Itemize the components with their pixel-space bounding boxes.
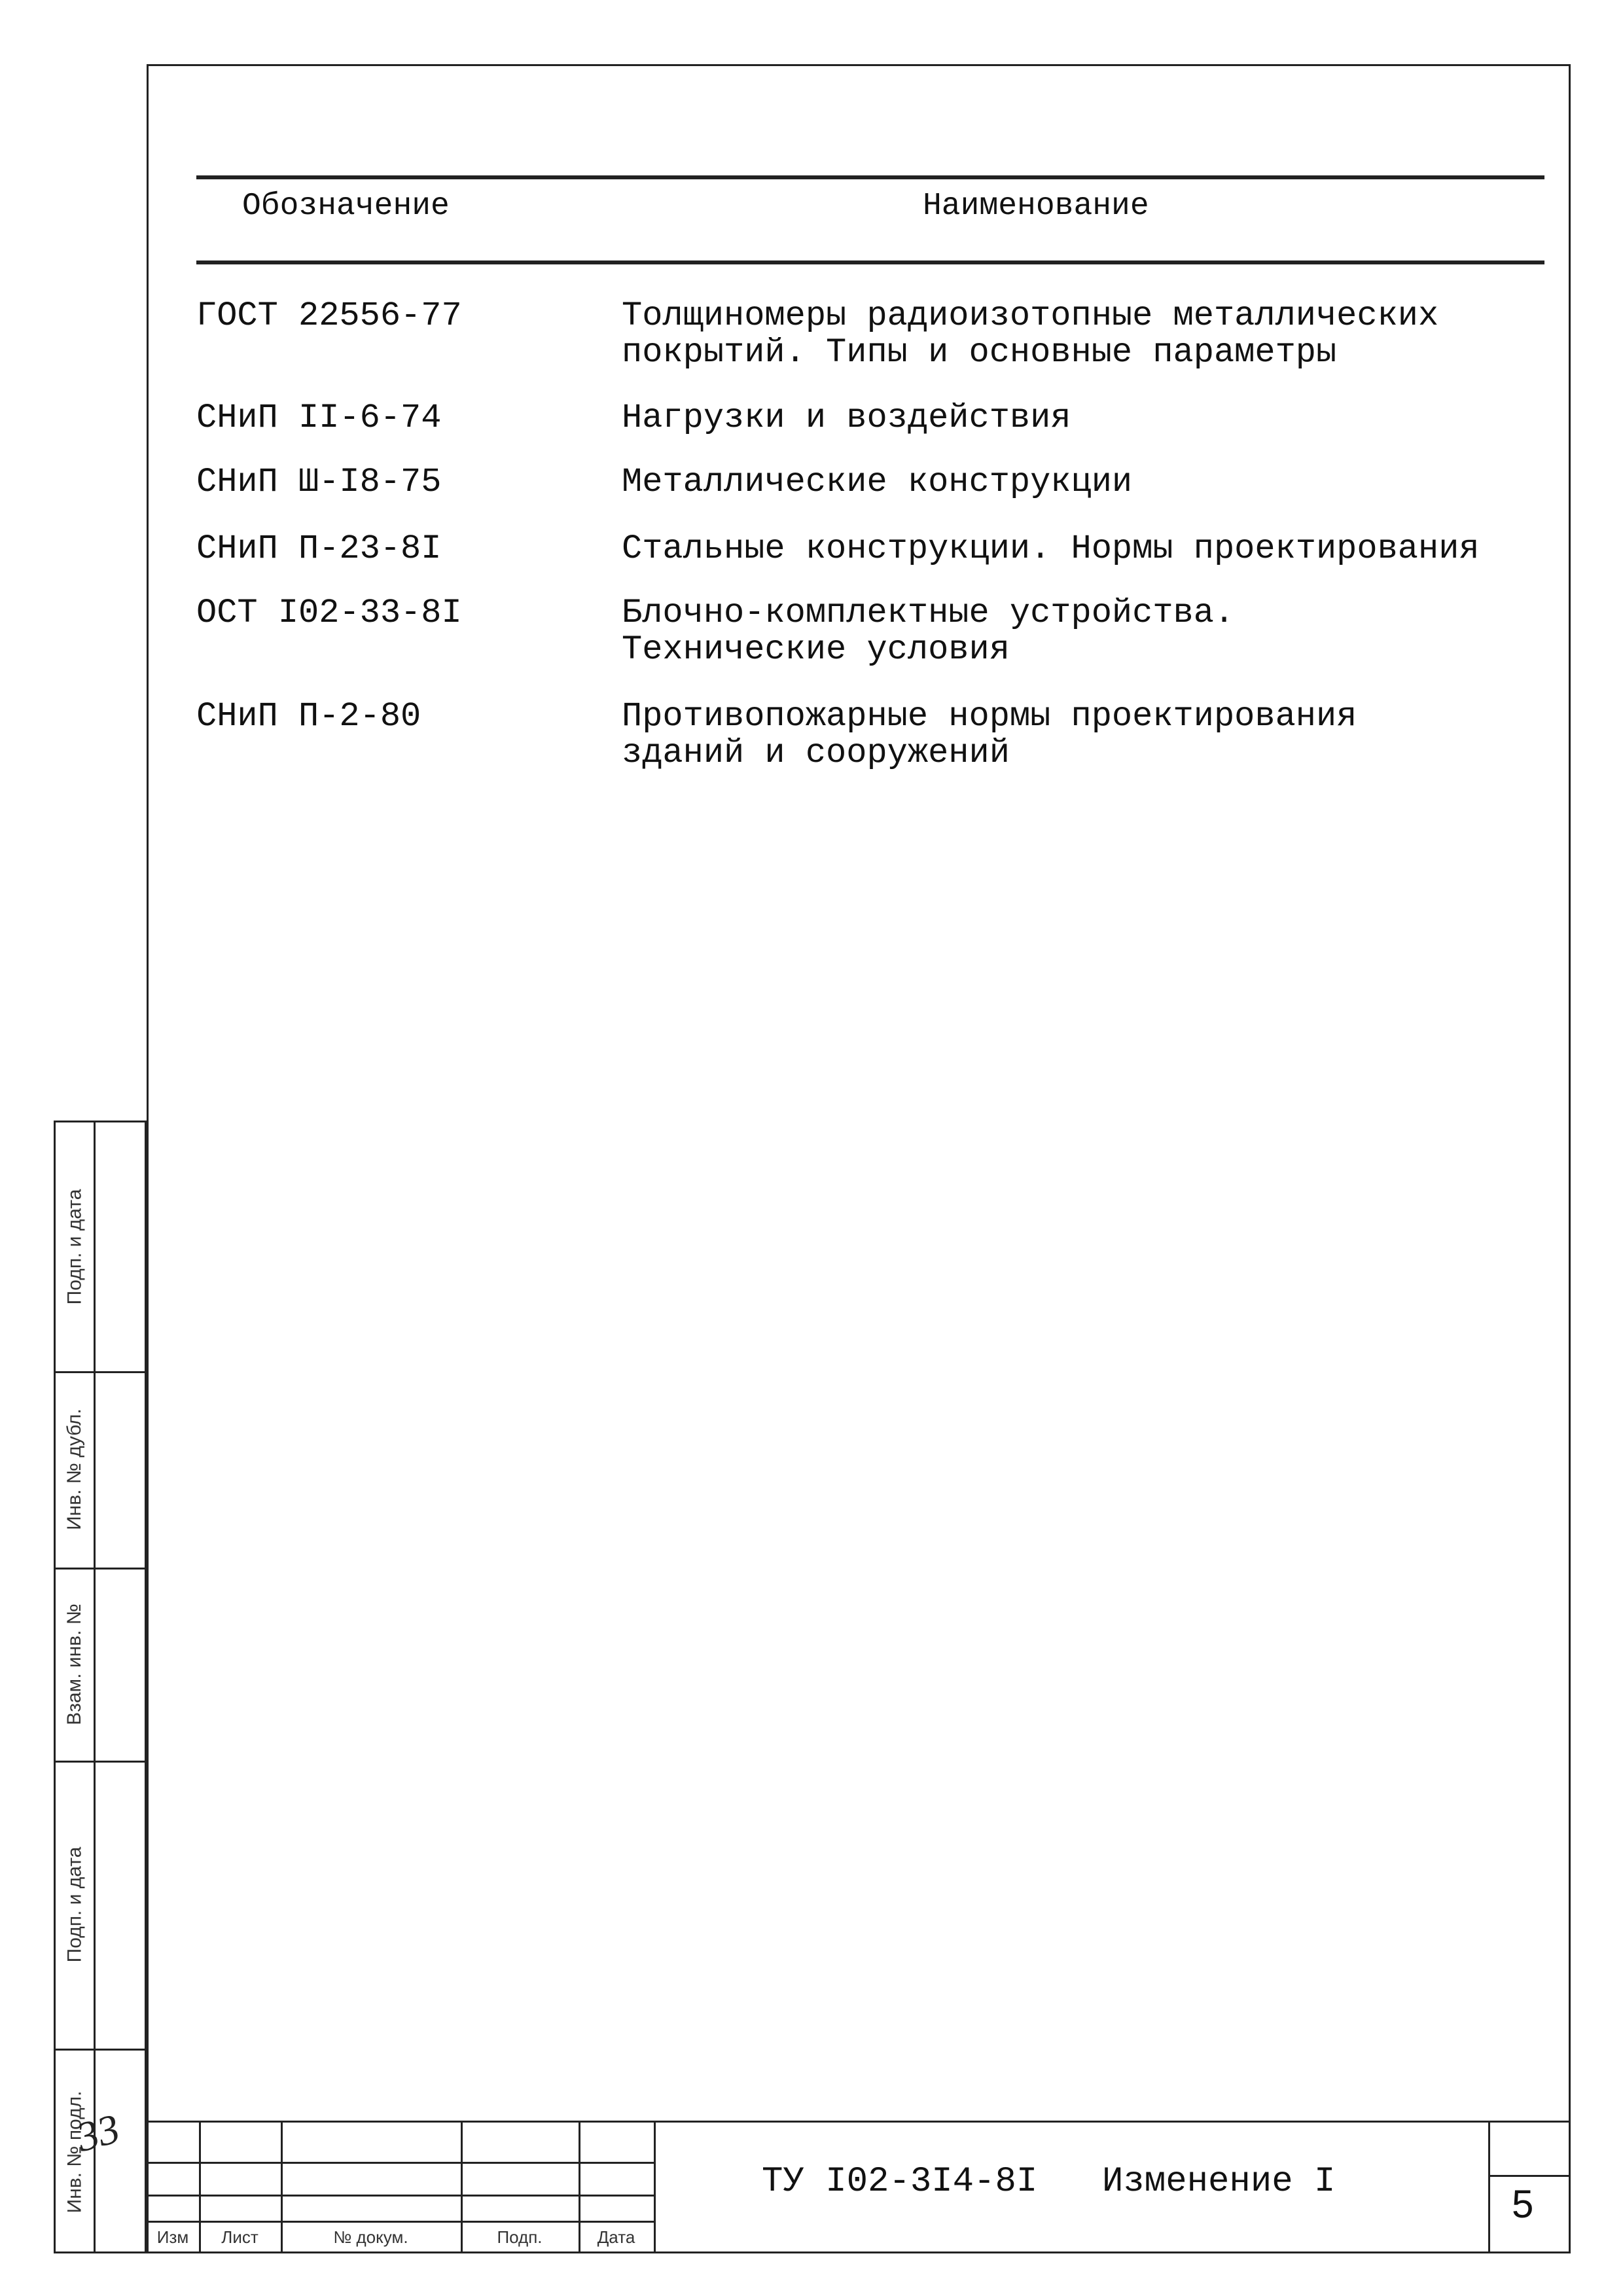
strip-label: Подп. и дата (63, 1189, 85, 1305)
table-row (196, 595, 1544, 668)
strip-label: Инв. № дубл. (63, 1408, 85, 1530)
title-block-label: Изм (156, 2227, 189, 2247)
title-block (147, 2121, 1571, 2253)
header-bottom-rule (196, 260, 1544, 264)
title-block-divider (654, 2123, 656, 2253)
row-name: Блочно-комплектные устройства. Технические условия (622, 594, 1235, 669)
row-name: Толщиномеры радиоизотопные металлических покрытий. Типы и основные параметры (622, 296, 1439, 372)
title-block-label: № докум. (333, 2227, 408, 2247)
column-header-code: Обозначение (242, 188, 450, 224)
row-name: Металлические конструкции (622, 463, 1133, 501)
row-name: Стальные конструкции. Нормы проектирования (622, 529, 1480, 568)
row-code: СНиП Ш-I8-75 (196, 463, 442, 501)
binding-strip (54, 1121, 147, 2253)
title-block-divider (1488, 2123, 1490, 2253)
handwritten-inventory-number: 33 (71, 2104, 124, 2161)
sheet-number: 5 (1512, 2182, 1534, 2226)
strip-label: Взам. инв. № (63, 1603, 86, 1725)
table-row (196, 298, 1544, 371)
reference-table (196, 298, 1544, 772)
column-header-name: Наименование (923, 188, 1149, 224)
change-number: Изменение I (1102, 2162, 1336, 2202)
strip-label: Инв. № подл. (63, 2090, 85, 2214)
document-designation: ТУ I02-3I4-8I (762, 2162, 1038, 2202)
title-block-divider (147, 2221, 654, 2223)
title-block-label: Дата (597, 2227, 635, 2247)
row-code: СНиП II-6-74 (196, 399, 442, 437)
title-block-divider (147, 2195, 654, 2197)
header-top-rule (196, 175, 1544, 179)
table-row (196, 531, 1544, 567)
table-row (196, 464, 1544, 501)
row-code: СНиП П-2-80 (196, 697, 421, 736)
row-code: ОСТ I02-33-8I (196, 594, 462, 632)
title-block-label: Лист (221, 2227, 259, 2247)
title-block-label: Подп. (497, 2227, 543, 2247)
title-block-divider (147, 2162, 654, 2164)
row-code: ГОСТ 22556-77 (196, 296, 462, 335)
row-name: Нагрузки и воздействия (622, 399, 1071, 437)
title-block-divider (1488, 2175, 1571, 2177)
strip-divider (94, 1122, 96, 2251)
table-row (196, 400, 1544, 437)
strip-label: Подп. и дата (63, 1846, 85, 1963)
row-name: Противопожарные нормы проектирования зданий и сооружений (622, 697, 1357, 772)
row-code: СНиП П-23-8I (196, 529, 442, 568)
table-row (196, 698, 1544, 772)
